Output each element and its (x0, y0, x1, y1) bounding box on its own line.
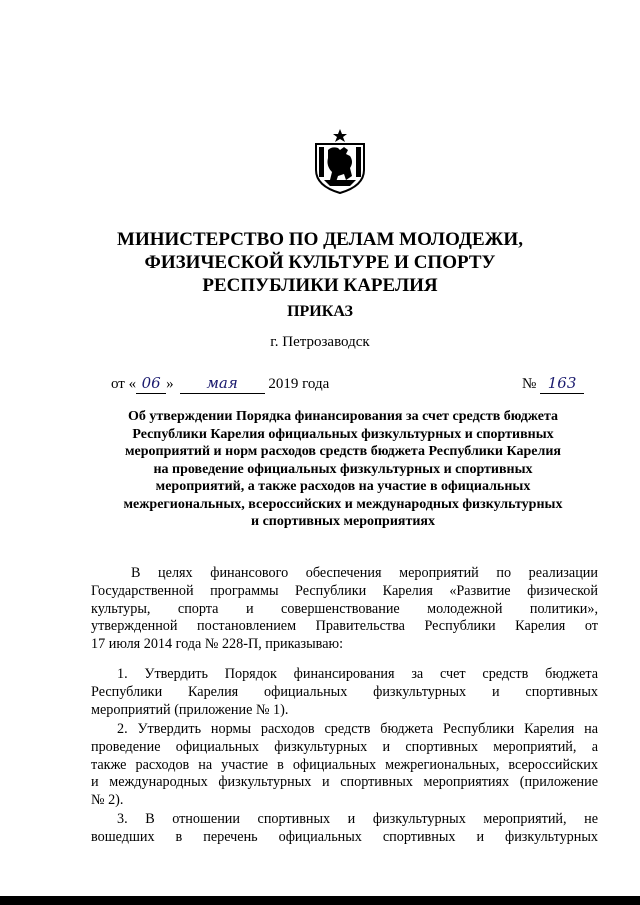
item-3-paragraph (91, 811, 598, 847)
text-line: культуры, спорта и совершенствование молодежной политики», (91, 600, 598, 617)
text-line: вошедших в перечень официальных спортивных и физкультурных (91, 828, 598, 845)
subject-line: межрегиональных, всероссийских и международных физкультурных (123, 496, 563, 512)
subject-line: на проведение официальных физкультурных и спортивных (153, 461, 533, 477)
document-type: ПРИКАЗ (287, 303, 353, 320)
order-subject (108, 408, 578, 531)
text-line: Республики Карелия официальных физкультурных и спортивных (91, 683, 598, 700)
text-line: утвержденной постановлением Правительства Республики Карелия от (91, 618, 598, 635)
date-year: 2019 года (268, 376, 330, 392)
number-label: № (522, 376, 537, 392)
date-mid: » (166, 376, 174, 392)
subject-line: Республики Карелия официальных физкультурных и спортивных (132, 426, 554, 442)
ministry-line: ФИЗИЧЕСКОЙ КУЛЬТУРЕ И СПОРТУ (144, 252, 496, 273)
text-line: № 2). (91, 792, 124, 809)
preamble-paragraph (91, 565, 598, 654)
text-line: также расходов на участие в официальных межрегиональных, всероссийских (91, 756, 598, 773)
date-day: 06 (136, 373, 166, 394)
item-2-paragraph (91, 721, 598, 810)
city: г. Петрозаводск (270, 334, 370, 350)
text-line: 1. Утвердить Порядок финансирования за счет средств бюджета (117, 666, 598, 682)
text-line: и международных физкультурных и спортивных мероприятиях (приложение (91, 774, 598, 791)
text-line: 17 июля 2014 года № 228-П, приказываю: (91, 636, 344, 653)
ministry-name (60, 228, 580, 297)
date-prefix: от « (111, 376, 137, 392)
text-line: Государственной программы Республики Карелия «Развитие физической (91, 582, 598, 599)
scan-bottom-edge (0, 896, 640, 905)
number-value: 163 (540, 373, 584, 394)
order-date (111, 373, 329, 394)
karelia-coat-of-arms-bear-icon (310, 128, 370, 194)
text-line: В целях финансового обеспечения мероприятий по реализации (131, 565, 598, 581)
subject-line: мероприятий, а также расходов на участие в официальных (155, 479, 531, 494)
item-1-paragraph (91, 666, 598, 719)
text-line: мероприятий (приложение № 1). (91, 701, 289, 718)
subject-line: Об утверждении Порядка финансирования за счет средств бюджета (127, 409, 559, 424)
text-line: 2. Утвердить нормы расходов средств бюджета Республики Карелия на (117, 721, 598, 737)
text-line: проведение официальных физкультурных и спортивных мероприятий, а (91, 738, 598, 755)
ministry-line: РЕСПУБЛИКИ КАРЕЛИЯ (202, 275, 438, 296)
subject-line: и спортивных мероприятиях (251, 514, 435, 529)
date-month: мая (180, 373, 265, 394)
ministry-line: МИНИСТЕРСТВО ПО ДЕЛАМ МОЛОДЕЖИ, (117, 229, 523, 250)
subject-line: мероприятий и норм расходов средств бюджета Республики Карелия (125, 444, 561, 459)
order-number (522, 373, 584, 394)
text-line: 3. В отношении спортивных и физкультурных мероприятий, не (117, 811, 598, 827)
